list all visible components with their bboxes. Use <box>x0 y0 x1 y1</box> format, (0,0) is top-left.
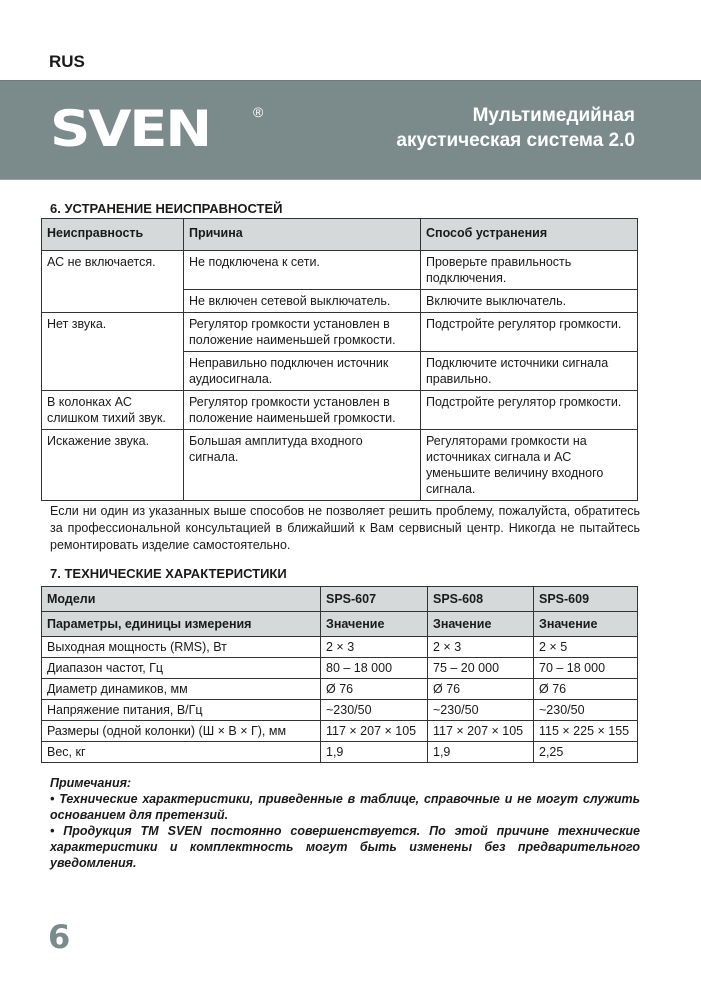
value-cell: 2 × 3 <box>321 637 428 658</box>
value-cell: 2 × 5 <box>534 637 638 658</box>
cause-cell: Неправильно подключен источник аудиосигнала. <box>184 352 421 391</box>
cause-cell: Регулятор громкости установлен в положение наименьшей громкости. <box>184 313 421 352</box>
header-cell: Параметры, единицы измерения <box>42 612 321 637</box>
fault-cell: Нет звука. <box>42 313 184 391</box>
fix-cell: Подстройте регулятор громкости. <box>421 391 638 430</box>
value-cell: ~230/50 <box>428 700 534 721</box>
param-cell: Диапазон частот, Гц <box>42 658 321 679</box>
fix-cell: Подстройте регулятор громкости. <box>421 313 638 352</box>
value-cell: 2,25 <box>534 742 638 763</box>
header-cell: Способ устранения <box>421 219 638 251</box>
fault-cell: АС не включается. <box>42 251 184 313</box>
param-cell: Выходная мощность (RMS), Вт <box>42 637 321 658</box>
table-row <box>42 430 638 501</box>
value-cell: 117 × 207 × 105 <box>428 721 534 742</box>
header-cell: Значение <box>321 612 428 637</box>
value-cell: ~230/50 <box>321 700 428 721</box>
language-label: RUS <box>49 52 85 71</box>
notes <box>50 775 640 871</box>
table-row <box>42 658 638 679</box>
param-cell: Размеры (одной колонки) (Ш × В × Г), мм <box>42 721 321 742</box>
value-cell: Ø 76 <box>534 679 638 700</box>
specs-table <box>41 586 638 763</box>
subtitle-line: акустическая система 2.0 <box>396 130 635 151</box>
table-row <box>42 391 638 430</box>
page-number: 6 <box>48 918 71 956</box>
subtitle-line: Мультимедийная <box>472 105 635 126</box>
section-title: 7. ТЕХНИЧЕСКИЕ ХАРАКТЕРИСТИКИ <box>50 566 287 581</box>
value-cell: ~230/50 <box>534 700 638 721</box>
value-cell: 115 × 225 × 155 <box>534 721 638 742</box>
value-cell: 75 – 20 000 <box>428 658 534 679</box>
value-cell: 1,9 <box>428 742 534 763</box>
value-cell: 1,9 <box>321 742 428 763</box>
sven-logo: SVEN <box>50 100 210 158</box>
product-subtitle <box>396 103 635 153</box>
value-cell: 2 × 3 <box>428 637 534 658</box>
section-title: 6. УСТРАНЕНИЕ НЕИСПРАВНОСТЕЙ <box>50 201 283 216</box>
table-row <box>42 742 638 763</box>
param-cell: Диаметр динамиков, мм <box>42 679 321 700</box>
troubleshooting-table <box>41 218 638 501</box>
cause-cell: Не подключена к сети. <box>184 251 421 290</box>
header-cell: Неисправность <box>42 219 184 251</box>
cause-cell: Большая амплитуда входного сигнала. <box>184 430 421 501</box>
fault-cell: Искажение звука. <box>42 430 184 501</box>
param-cell: Напряжение питания, В/Гц <box>42 700 321 721</box>
table-row <box>42 721 638 742</box>
table-row <box>42 637 638 658</box>
cause-cell: Не включен сетевой выключатель. <box>184 290 421 313</box>
header-cell: Модели <box>42 587 321 612</box>
param-cell: Вес, кг <box>42 742 321 763</box>
value-cell: Ø 76 <box>428 679 534 700</box>
value-cell: 117 × 207 × 105 <box>321 721 428 742</box>
note-item: • Технические характеристики, приведенные в таблице, справочные и не могут служить основанием для претензий. <box>50 792 640 822</box>
model-header: SPS-609 <box>534 587 638 612</box>
value-cell: 70 – 18 000 <box>534 658 638 679</box>
value-cell: 80 – 18 000 <box>321 658 428 679</box>
notes-title: Примечания: <box>50 776 132 790</box>
value-cell: Ø 76 <box>321 679 428 700</box>
table-row <box>42 679 638 700</box>
fix-cell: Включите выключатель. <box>421 290 638 313</box>
header-cell: Значение <box>534 612 638 637</box>
note-item: • Продукция ТМ SVEN постоянно совершенствуется. По этой причине технические характеристики и комплектность могут быть изменены без предварительного уведомления. <box>50 824 640 870</box>
table-row <box>42 251 638 290</box>
fix-cell: Подключите источники сигнала правильно. <box>421 352 638 391</box>
table-row <box>42 700 638 721</box>
model-header: SPS-608 <box>428 587 534 612</box>
header-cell: Причина <box>184 219 421 251</box>
model-header: SPS-607 <box>321 587 428 612</box>
fix-cell: Регуляторами громкости на источниках сигнала и АС уменьшите величину входного сигнала. <box>421 430 638 501</box>
cause-cell: Регулятор громкости установлен в положение наименьшей громкости. <box>184 391 421 430</box>
fix-cell: Проверьте правильность подключения. <box>421 251 638 290</box>
registered-mark: ® <box>253 104 264 120</box>
header-cell: Значение <box>428 612 534 637</box>
service-paragraph: Если ни один из указанных выше способов не позволяет решить проблему, пожалуйста, обратитесь за профессиональной консультацией в ближайший к Вам сервисный центр. Никогда не пытайтесь ремонтировать изделие самостоятельно. <box>50 504 640 552</box>
fault-cell: В колонках АС слишком тихий звук. <box>42 391 184 430</box>
table-row <box>42 313 638 352</box>
